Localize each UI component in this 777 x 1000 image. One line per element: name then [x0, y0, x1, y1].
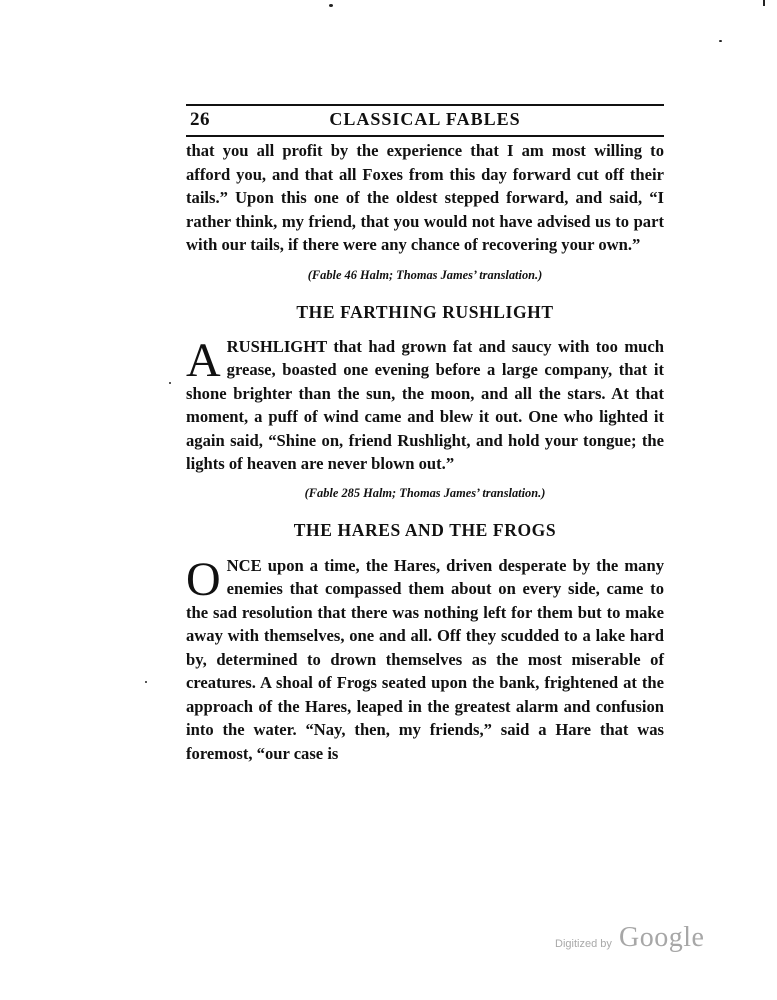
fable-credit: (Fable 285 Halm; Thomas James’ translation.) — [304, 485, 546, 500]
running-header — [186, 107, 664, 135]
fable-credit: (Fable 46 Halm; Thomas James’ translation.) — [307, 267, 543, 282]
fable-paragraph: RUSHLIGHT that had grown fat and saucy with too much grease, boasted one evening before a large company, that it shone brighter than the sun, the moon, and all the stars. At that moment, a puff of wind came and blew it out. One who lighted it again said, “Shine on, friend Rushlight, and hold your tongue; the lights of heaven are never blown out.” — [186, 336, 664, 473]
fable-body — [186, 554, 664, 766]
scan-speck — [329, 4, 333, 7]
book-page — [186, 104, 664, 765]
fable-body — [186, 335, 664, 476]
header-rule-bottom — [186, 135, 664, 137]
fable-paragraph: NCE upon a time, the Hares, driven desperate by the many enemies that compassed them about on every side, came to the sad resolution that there was nothing left for them but to make away with themselves, one and all. Off they scudded to a lake hard by, determined to drown themselves as the most miserable of creatures. A shoal of Frogs seated upon the bank, frightened at the approach of the Hares, leaped in the greatest alarm and confusion into the water. “Nay, then, my friends,” said a Hare that was foremost, “our case is — [186, 555, 664, 763]
fable-title: THE HARES AND THE FROGS — [293, 519, 557, 540]
watermark-prefix: Digitized by — [555, 938, 612, 950]
continuation-paragraph: that you all profit by the experience that I am most willing to afford you, and that all Foxes from this day forward cut off their tails.” Upon this one of the oldest stepped forward, and said, “I rather think, my friend, that you would not have advised us to part with our tails, if there were any chance of recovering your own.” — [186, 141, 664, 254]
page-number: 26 — [190, 109, 210, 130]
fable-title: THE FARTHING RUSHLIGHT — [296, 301, 554, 322]
google-logo: Google — [619, 922, 705, 953]
drop-cap: O — [186, 552, 221, 606]
running-title: CLASSICAL FABLES — [329, 109, 521, 129]
digitized-watermark — [555, 922, 725, 958]
scan-speck — [169, 382, 171, 384]
scan-speck — [763, 0, 765, 6]
drop-cap: A — [186, 333, 221, 387]
scan-speck — [719, 40, 722, 42]
header-rule-top — [186, 104, 664, 106]
scan-speck — [145, 681, 147, 683]
